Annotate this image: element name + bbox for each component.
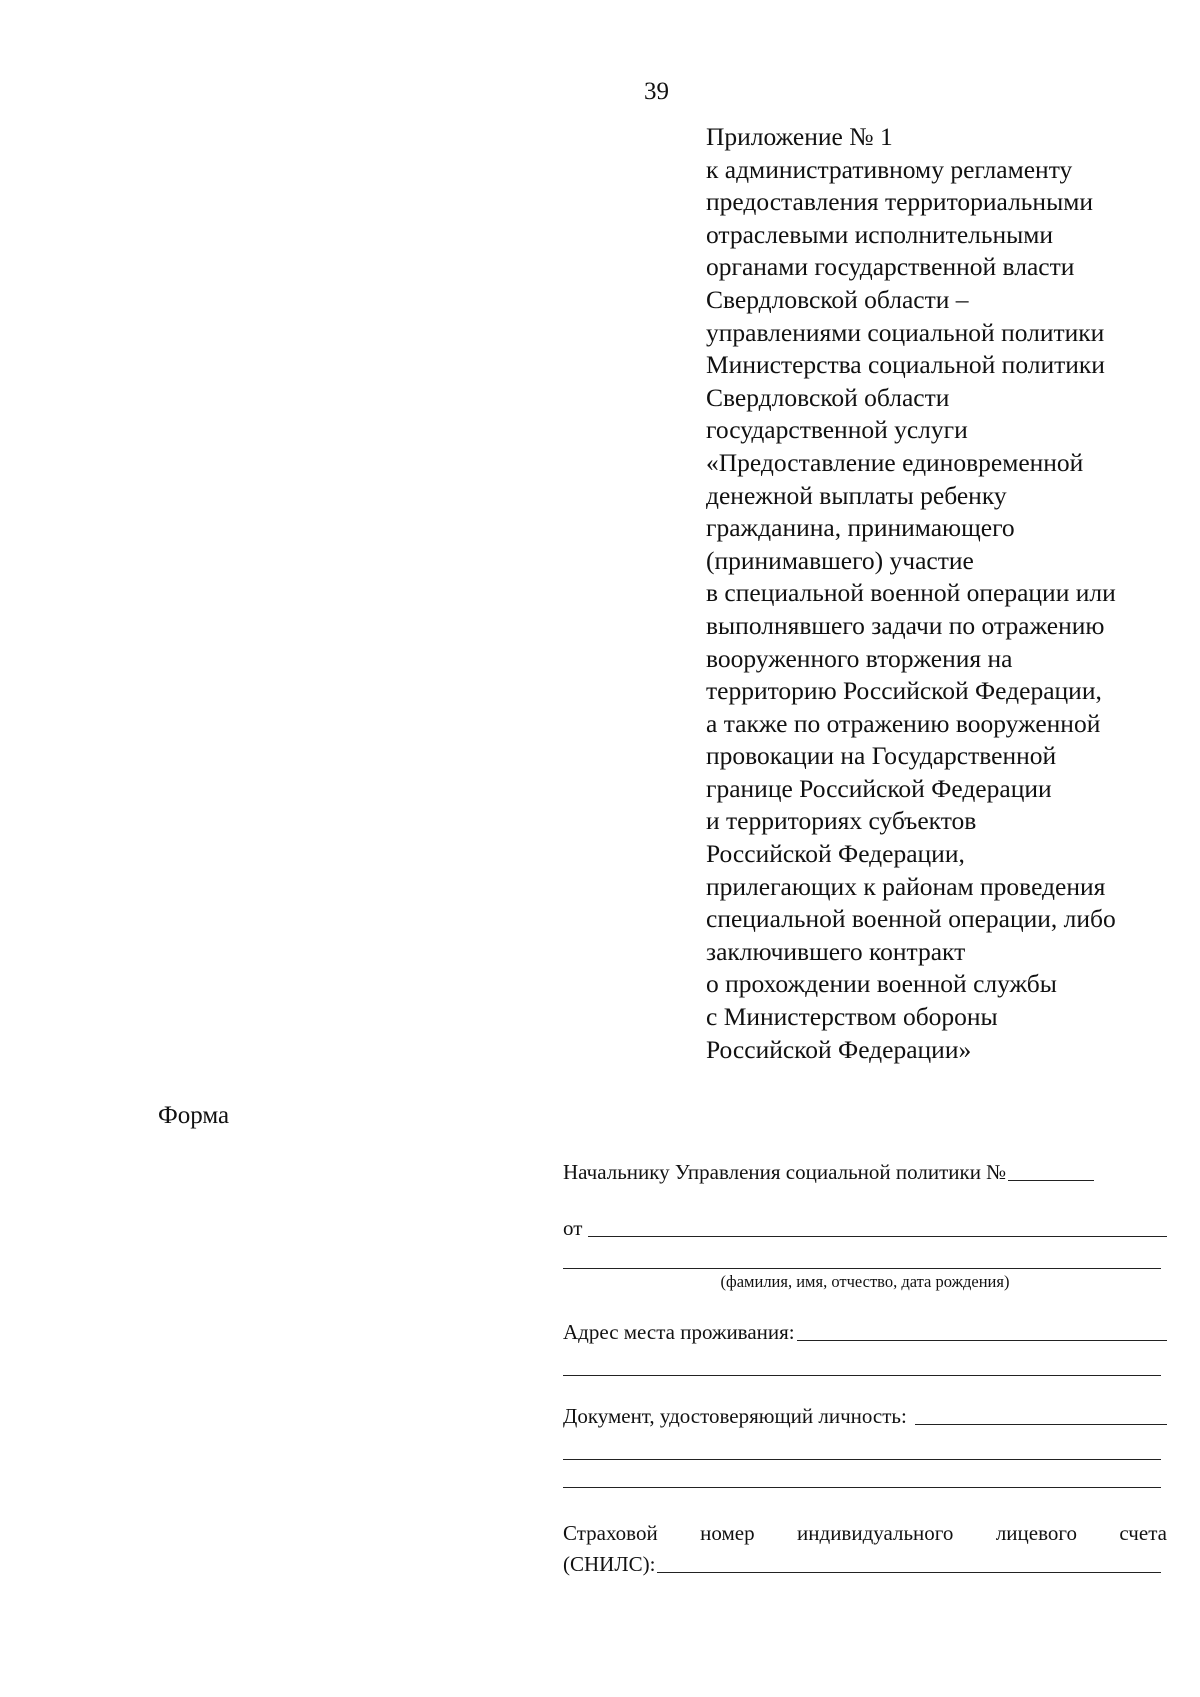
appendix-line: управлениями социальной политики — [706, 317, 1105, 347]
appendix-line: с Министерством обороны — [706, 1002, 998, 1032]
identity-document-field-line-3[interactable] — [563, 1487, 1161, 1488]
snils-word: Страховой — [563, 1521, 658, 1545]
snils-word: лицевого — [995, 1521, 1077, 1545]
appendix-line: «Предоставление единовременной — [706, 447, 1084, 477]
snils-field[interactable] — [657, 1571, 1161, 1573]
address-label: Адрес места проживания: — [563, 1320, 795, 1344]
appendix-line: государственной услуги — [706, 415, 968, 445]
appendix-line: Российской Федерации» — [706, 1034, 972, 1064]
from-row — [563, 1216, 1167, 1241]
appendix-header — [706, 121, 1186, 1066]
appendix-line: денежной выплаты ребенку — [706, 480, 1007, 510]
snils-row — [563, 1552, 1161, 1577]
appendix-line: заключившего контракт — [706, 936, 966, 966]
appendix-line: границе Российской Федерации — [706, 773, 1052, 803]
snils-label-line-1 — [563, 1521, 1167, 1546]
page-number: 39 — [644, 78, 669, 105]
appendix-line: (принимавшего) участие — [706, 545, 974, 575]
applicant-name-field[interactable] — [588, 1235, 1167, 1237]
appendix-line: Свердловской области – — [706, 284, 969, 314]
appendix-line: специальной военной операции, либо — [706, 904, 1116, 934]
appendix-line: о прохождении военной службы — [706, 969, 1057, 999]
appendix-line: территорию Российской Федерации, — [706, 676, 1102, 706]
address-row — [563, 1320, 1167, 1345]
address-field-line-2[interactable] — [563, 1375, 1161, 1376]
from-label: от — [563, 1216, 583, 1240]
from-caption: (фамилия, имя, отчество, дата рождения) — [720, 1272, 1010, 1291]
address-field[interactable] — [797, 1339, 1167, 1341]
department-number-field[interactable] — [1008, 1179, 1094, 1181]
snils-word: индивидуального — [797, 1521, 954, 1545]
appendix-line: органами государственной власти — [706, 252, 1075, 282]
identity-document-row — [563, 1404, 1167, 1429]
appendix-line: предоставления территориальными — [706, 187, 1093, 217]
form-label: Форма — [158, 1102, 230, 1129]
appendix-line: Свердловской области — [706, 382, 950, 412]
appendix-line: вооруженного вторжения на — [706, 643, 1013, 673]
appendix-line: и территориях субъектов — [706, 806, 977, 836]
appendix-line: отраслевыми исполнительными — [706, 219, 1054, 249]
appendix-line: Приложение № 1 — [706, 122, 893, 151]
identity-document-field[interactable] — [915, 1423, 1167, 1425]
snils-label: (СНИЛС): — [563, 1552, 656, 1576]
identity-document-label: Документ, удостоверяющий личность: — [563, 1404, 907, 1428]
appendix-line: прилегающих к районам проведения — [706, 871, 1106, 901]
appendix-line: выполнявшего задачи по отражению — [706, 610, 1105, 640]
appendix-line: в специальной военной операции или — [706, 578, 1116, 608]
appendix-line: провокации на Государственной — [706, 741, 1057, 771]
appendix-line: Российской Федерации, — [706, 839, 965, 869]
snils-word: счета — [1119, 1521, 1167, 1545]
snils-word: номер — [700, 1521, 755, 1545]
appendix-line: к административному регламенту — [706, 154, 1073, 184]
appendix-line: Министерства социальной политики — [706, 350, 1105, 380]
appendix-line: а также по отражению вооруженной — [706, 708, 1101, 738]
addressee-label: Начальнику Управления социальной политики № — [563, 1160, 1007, 1184]
appendix-line: гражданина, принимающего — [706, 513, 1015, 543]
identity-document-field-line-2[interactable] — [563, 1459, 1161, 1460]
applicant-name-field-line-2[interactable] — [563, 1268, 1161, 1269]
addressee-row — [563, 1160, 1167, 1185]
